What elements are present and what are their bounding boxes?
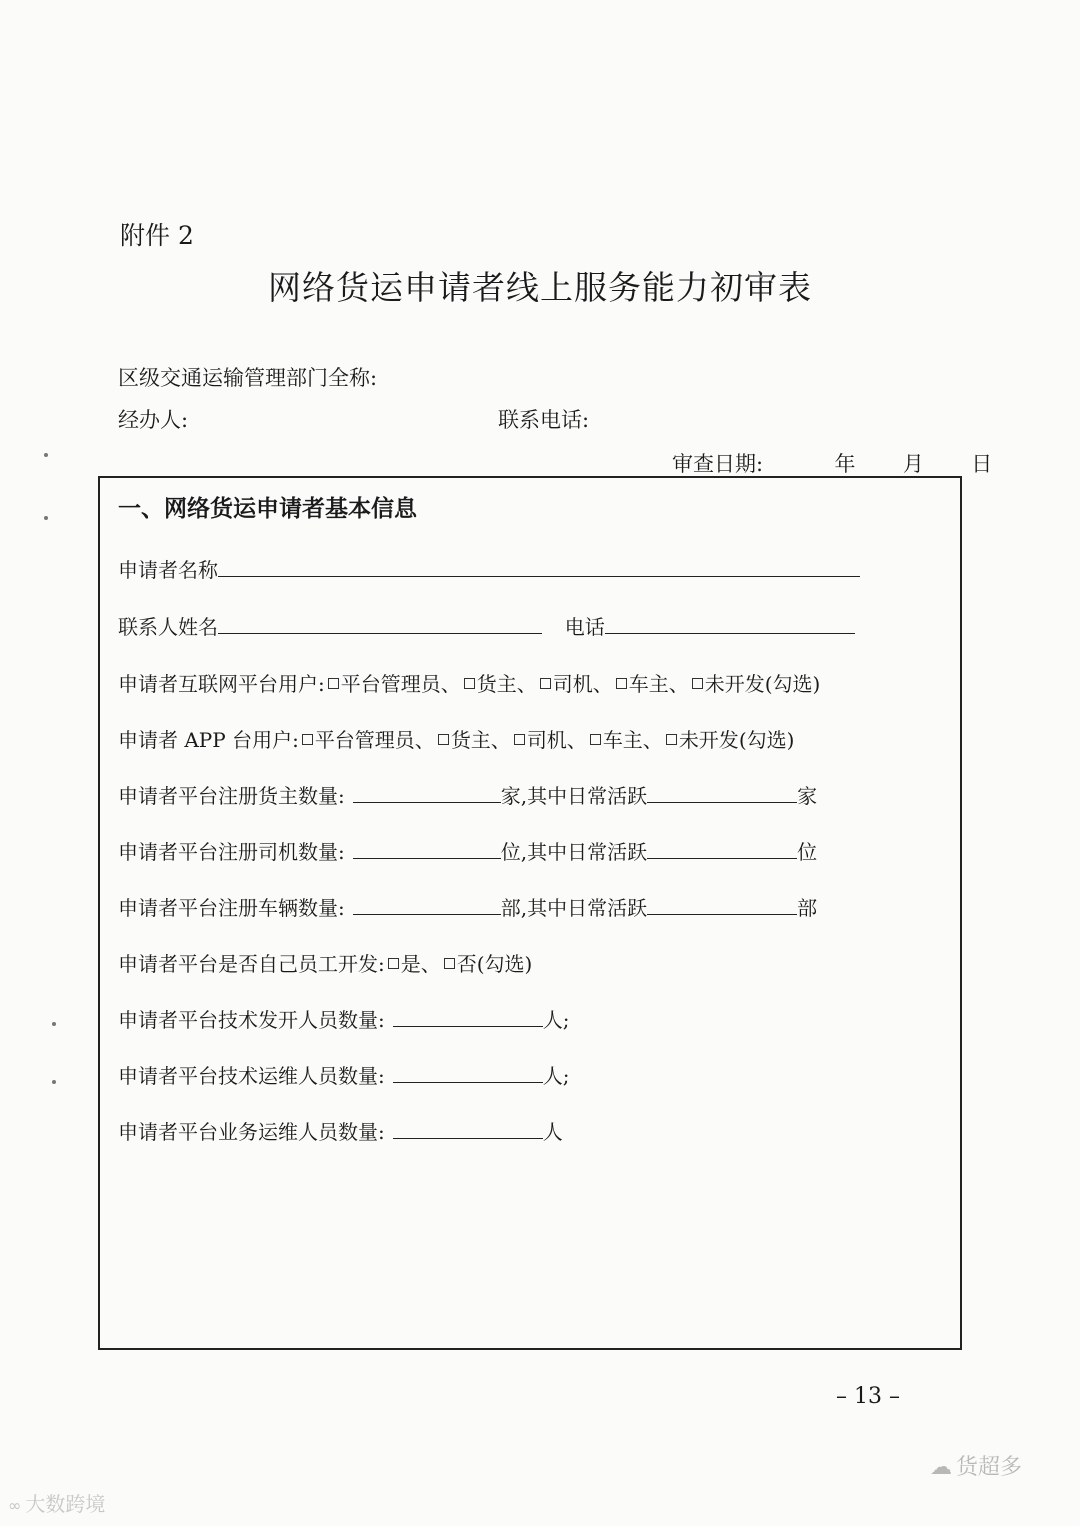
option-admin: 平台管理员、 xyxy=(340,672,461,696)
driver-active-unit: 位 xyxy=(797,840,818,864)
tech-dev-label: 申请者平台技术发开人员数量: xyxy=(118,1008,385,1032)
internet-users-label: 申请者互联网平台用户: xyxy=(118,672,325,696)
watermark-logo-icon: ∞ xyxy=(8,1496,22,1515)
driver-active-field[interactable] xyxy=(647,838,797,859)
checkbox-no[interactable] xyxy=(444,958,455,969)
scan-speck xyxy=(44,453,48,457)
checkbox-app-undeveloped[interactable] xyxy=(666,734,677,745)
handler-label: 经办人: xyxy=(118,408,189,432)
day-label: 日 xyxy=(971,452,993,476)
form-title: 网络货运申请者线上服务能力初审表 xyxy=(268,268,812,307)
applicant-name-label: 申请者名称 xyxy=(118,558,218,582)
year-label: 年 xyxy=(834,452,856,476)
biz-ops-field[interactable] xyxy=(393,1118,543,1139)
contact-name-label: 联系人姓名 xyxy=(118,615,218,639)
checkbox-undeveloped[interactable] xyxy=(692,678,703,689)
option-undeveloped: 未开发 xyxy=(704,672,765,696)
driver-unit: 位 xyxy=(500,840,521,864)
checkbox-app-driver[interactable] xyxy=(514,734,525,745)
vehicle-count-row xyxy=(118,892,817,921)
watermark-left xyxy=(8,1488,105,1517)
scan-speck xyxy=(52,1022,56,1026)
checkbox-app-owner[interactable] xyxy=(590,734,601,745)
review-date xyxy=(672,448,992,478)
option-shipper: 货主、 xyxy=(476,672,537,696)
vehicle-count-label: 申请者平台注册车辆数量: xyxy=(118,896,345,920)
wechat-icon: ☁ xyxy=(930,1455,952,1480)
vehicle-active-unit: 部 xyxy=(797,896,818,920)
option-app-driver: 司机、 xyxy=(526,728,587,752)
option-no: 否 xyxy=(456,952,477,976)
applicant-name-field[interactable] xyxy=(218,556,860,577)
vehicle-unit: 部 xyxy=(500,896,521,920)
shipper-unit: 家 xyxy=(500,784,521,808)
driver-count-label: 申请者平台注册司机数量: xyxy=(118,840,345,864)
option-driver: 司机、 xyxy=(552,672,613,696)
phone-label: 电话 xyxy=(564,615,605,639)
watermark-right-text: 货超多 xyxy=(956,1455,1023,1480)
tech-dev-unit: 人; xyxy=(542,1008,570,1032)
vehicle-count-field[interactable] xyxy=(353,894,501,915)
biz-ops-row xyxy=(118,1116,563,1145)
driver-active-label: ,其中日常活跃 xyxy=(520,840,648,864)
contact-row xyxy=(118,611,855,640)
tech-ops-field[interactable] xyxy=(393,1062,543,1083)
watermark-right xyxy=(930,1450,1022,1481)
checkbox-owner[interactable] xyxy=(616,678,627,689)
self-dev-tick-hint: (勾选) xyxy=(476,952,533,976)
biz-ops-label: 申请者平台业务运维人员数量: xyxy=(118,1120,385,1144)
scan-speck xyxy=(52,1080,56,1084)
shipper-count-label: 申请者平台注册货主数量: xyxy=(118,784,345,808)
self-dev-row xyxy=(118,948,532,977)
shipper-count-field[interactable] xyxy=(353,782,501,803)
app-users-label: 申请者 APP 台用户: xyxy=(118,728,299,752)
watermark-left-text: 大数跨境 xyxy=(25,1492,106,1516)
checkbox-admin[interactable] xyxy=(328,678,339,689)
driver-count-field[interactable] xyxy=(353,838,501,859)
applicant-name-row xyxy=(118,554,860,583)
department-label: 区级交通运输管理部门全称: xyxy=(118,366,378,390)
contact-phone-label: 联系电话: xyxy=(498,408,590,432)
biz-ops-unit: 人 xyxy=(542,1120,563,1144)
contact-name-field[interactable] xyxy=(218,613,542,634)
driver-count-row xyxy=(118,836,817,865)
tech-ops-row xyxy=(118,1060,570,1089)
option-app-owner: 车主、 xyxy=(602,728,663,752)
section-title: 一、网络货运申请者基本信息 xyxy=(118,496,417,522)
month-label: 月 xyxy=(902,452,924,476)
attachment-label: 附件 2 xyxy=(120,221,194,250)
option-yes: 是、 xyxy=(400,952,441,976)
scan-speck xyxy=(44,516,48,520)
internet-users-row xyxy=(118,668,820,697)
option-app-undeveloped: 未开发 xyxy=(678,728,739,752)
vehicle-active-field[interactable] xyxy=(647,894,797,915)
review-date-label: 审查日期: xyxy=(672,452,764,476)
shipper-active-field[interactable] xyxy=(647,782,797,803)
tech-ops-label: 申请者平台技术运维人员数量: xyxy=(118,1064,385,1088)
tech-dev-field[interactable] xyxy=(393,1006,543,1027)
shipper-active-label: ,其中日常活跃 xyxy=(520,784,648,808)
checkbox-driver[interactable] xyxy=(540,678,551,689)
checkbox-shipper[interactable] xyxy=(464,678,475,689)
checkbox-app-admin[interactable] xyxy=(302,734,313,745)
page-number: – 13 – xyxy=(836,1384,900,1409)
option-app-admin: 平台管理员、 xyxy=(314,728,435,752)
tick-hint: (勾选) xyxy=(764,672,821,696)
tech-ops-unit: 人; xyxy=(542,1064,570,1088)
option-owner: 车主、 xyxy=(628,672,689,696)
vehicle-active-label: ,其中日常活跃 xyxy=(520,896,648,920)
shipper-count-row xyxy=(118,780,817,809)
self-dev-label: 申请者平台是否自己员工开发: xyxy=(118,952,385,976)
app-tick-hint: (勾选) xyxy=(738,728,795,752)
checkbox-app-shipper[interactable] xyxy=(438,734,449,745)
phone-field[interactable] xyxy=(605,613,855,634)
app-users-row xyxy=(118,724,794,753)
option-app-shipper: 货主、 xyxy=(450,728,511,752)
checkbox-yes[interactable] xyxy=(388,958,399,969)
tech-dev-row xyxy=(118,1004,570,1033)
shipper-active-unit: 家 xyxy=(797,784,818,808)
